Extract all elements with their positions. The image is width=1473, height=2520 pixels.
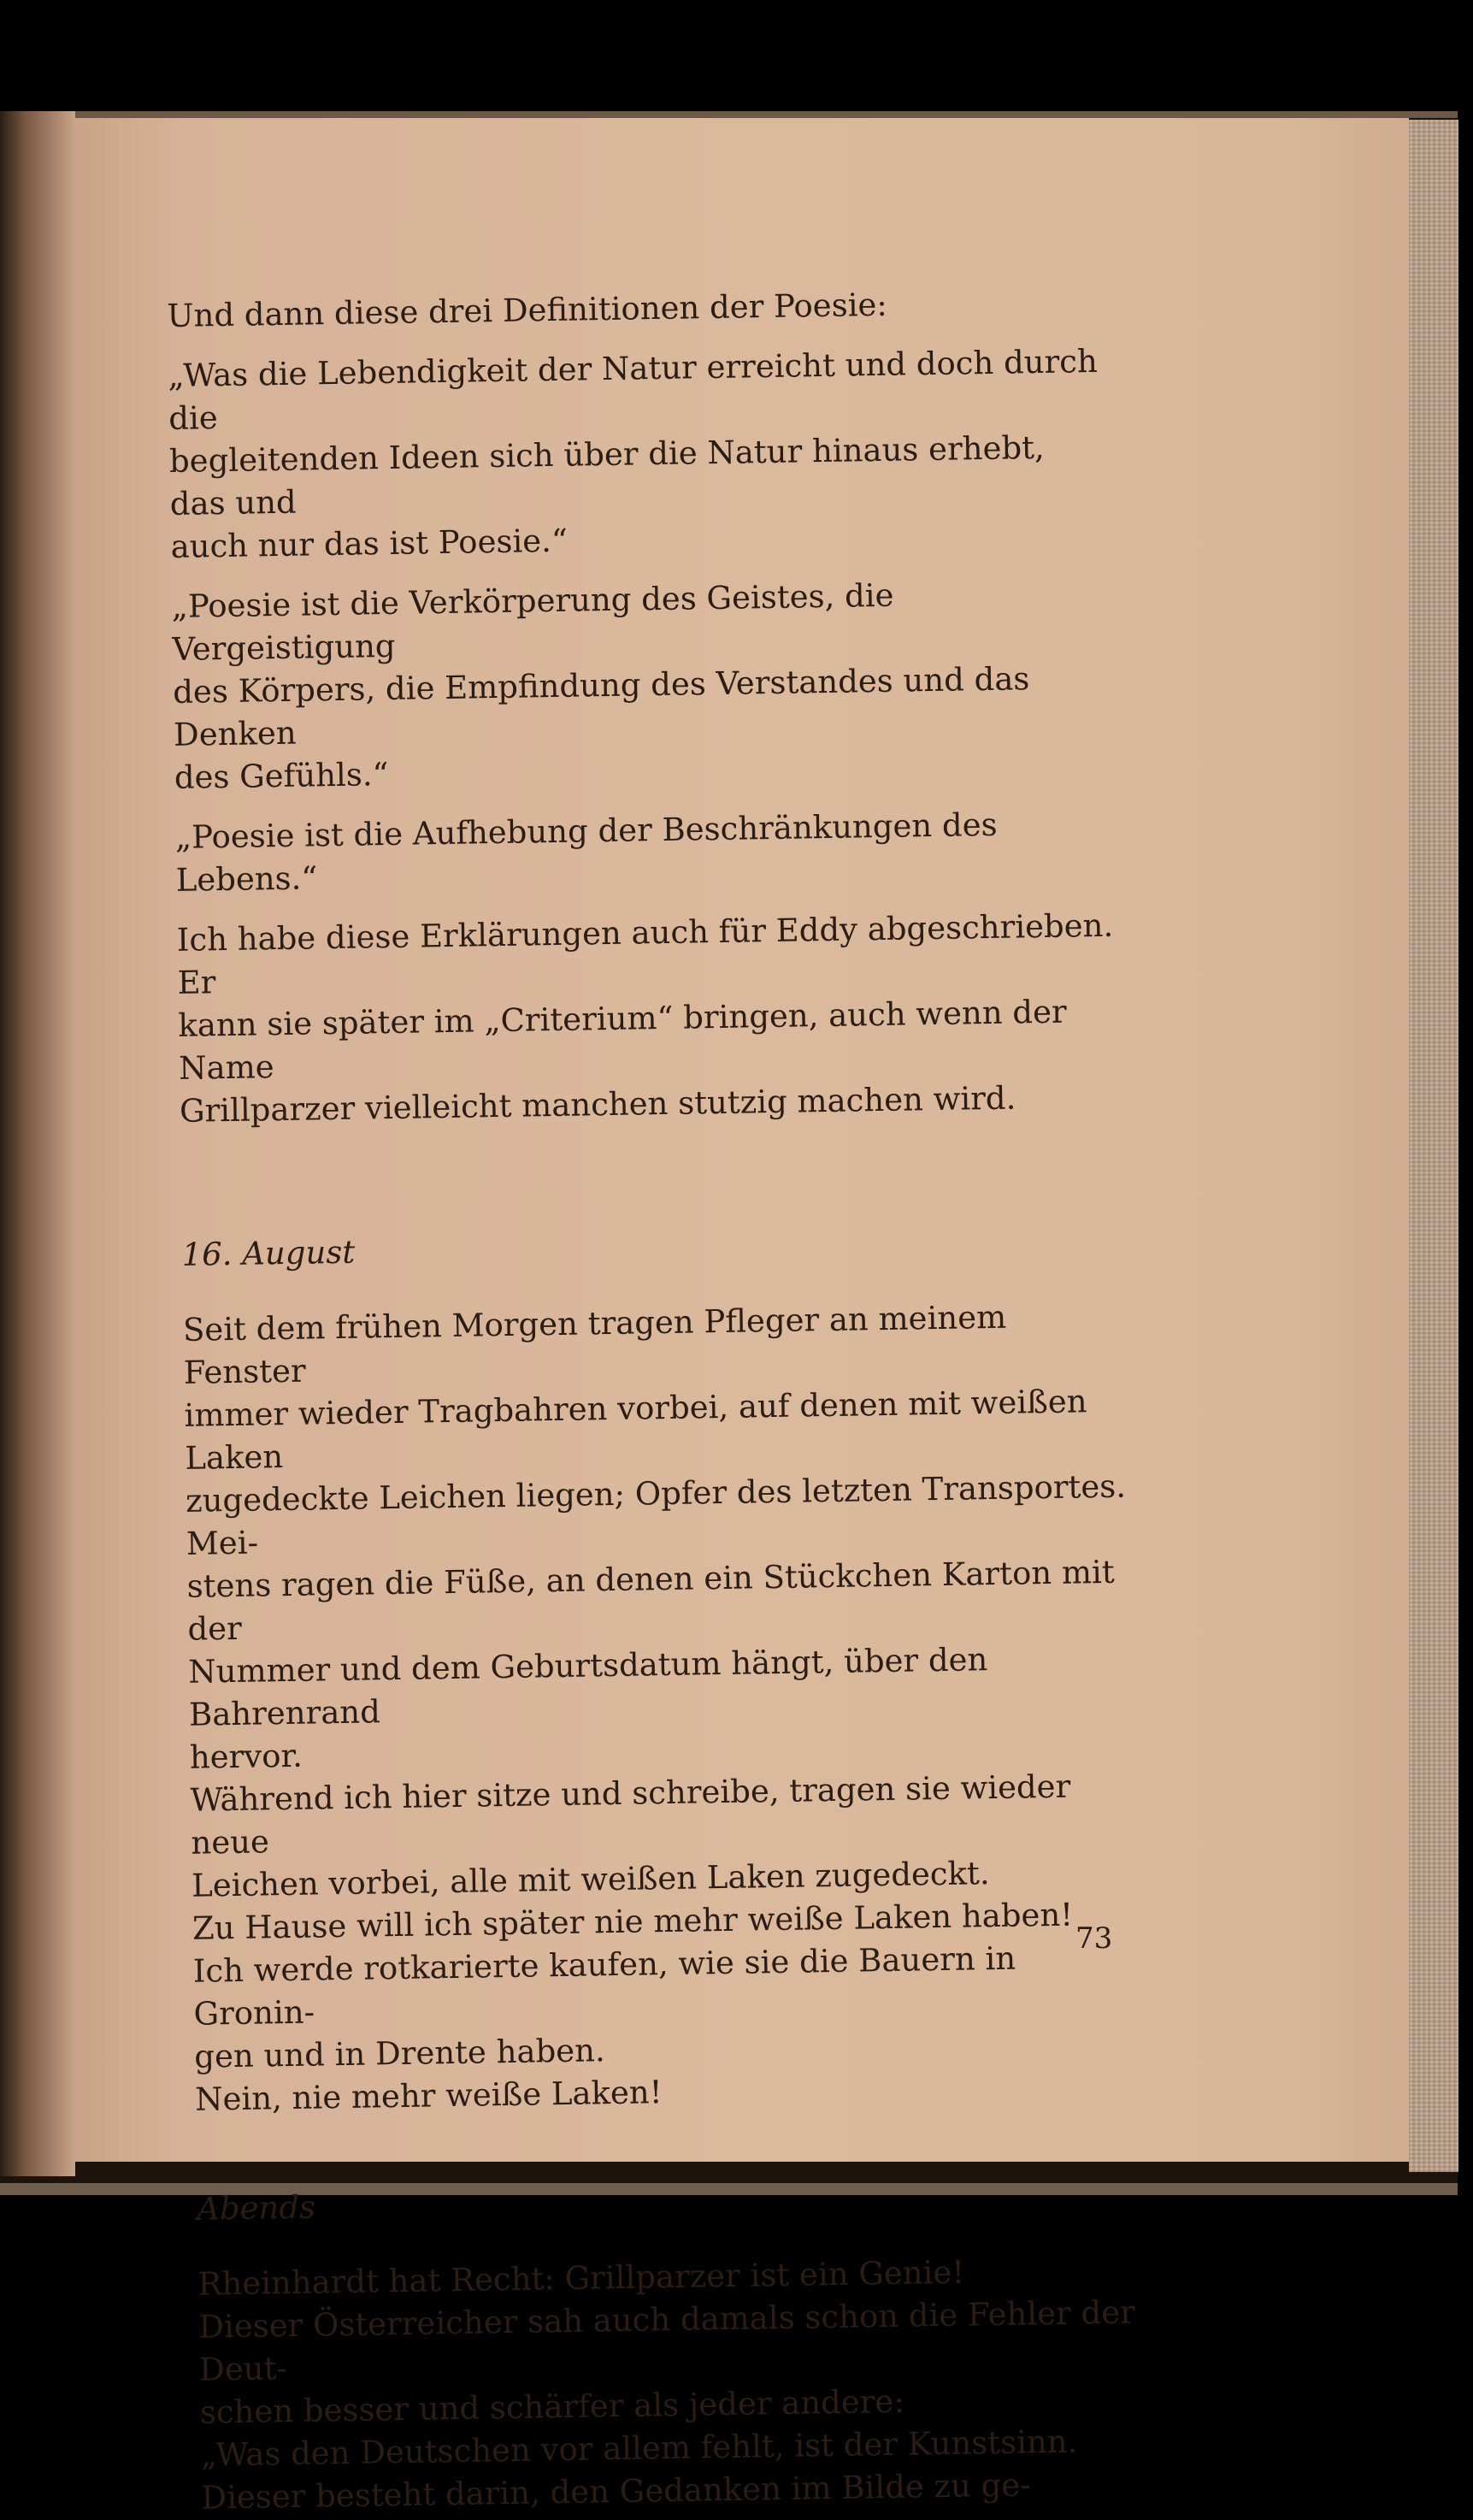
text-line: kann sie später im „Criterium“ bringen, auch wenn der Name: [178, 993, 1067, 1087]
text-line: gen und in Drente haben.: [194, 2032, 606, 2075]
text-line: Dieser Österreicher sah auch damals schon die Fehler der Deut-: [197, 2293, 1136, 2388]
text-line: Grillparzer vielleicht manchen stutzig machen wird.: [179, 1079, 1016, 1130]
text-line: schen besser und schärfer als jeder andere:: [199, 2382, 905, 2431]
quote-1: [168, 340, 1111, 569]
text-line: auch nur das ist Poesie.“: [170, 522, 569, 565]
book-gutter: [0, 111, 75, 2176]
text-line: Leichen vorbei, alle mit weißen Laken zugedeckt.: [191, 1855, 990, 1904]
text-line: Nein, nie mehr weiße Laken!: [194, 2074, 663, 2118]
text-line: begleitenden Ideen sich über die Natur hinaus erhebt, das und: [168, 428, 1046, 522]
evening-heading: Abends: [196, 2188, 316, 2228]
text-line: Dieser besteht darin, den Gedanken im Bilde zu ge-: [201, 2466, 1031, 2517]
text-line: Ich habe diese Erklärungen auch für Eddy abgeschrieben. Er: [176, 906, 1114, 1001]
text-line: immer wieder Tragbahren vorbei, auf denen mit weißen Laken: [184, 1383, 1087, 1477]
text-line: des Gefühls.“: [174, 755, 389, 796]
text-line: Seit dem frühen Morgen tragen Pfleger an meinem Fenster: [182, 1298, 1007, 1391]
page-edges: [1409, 120, 1458, 2172]
paragraph-august: [183, 1295, 1136, 2122]
text-line: zugedeckte Leichen liegen; Opfer des letzten Transportes. Mei-: [185, 1467, 1127, 1562]
text-line: „Poesie ist die Verkörperung des Geistes, die Vergeistigung: [171, 576, 894, 668]
text-line: Rheinhardt hat Recht: Grillparzer ist ein Genie!: [197, 2253, 965, 2303]
quote-3: „Poesie ist die Aufhebung der Beschränkungen des Lebens.“: [174, 806, 998, 899]
text-line: „Was die Lebendigkeit der Natur erreicht und doch durch die: [168, 342, 1099, 437]
page-number: 73: [1075, 1921, 1113, 1956]
text-line: Ich werde rotkarierte kaufen, wie sie die Bauern in Gronin-: [192, 1939, 1016, 2033]
text-line: „Was den Deutschen vor allem fehlt, ist der Kunstsinn.: [200, 2423, 1078, 2474]
paragraph-evening: [197, 2248, 1142, 2519]
text-line: Während ich hier sitze und schreibe, tragen sie wieder neue: [190, 1768, 1071, 1862]
text-line: stens ragen die Füße, an denen ein Stückchen Karton mit der: [186, 1553, 1116, 1648]
page-text: [167, 280, 1142, 2520]
text-line: Nummer und dem Geburtsdatum hängt, über den Bahrenrand: [187, 1641, 988, 1733]
quote-2: [171, 571, 1115, 800]
intro-line: Und dann diese drei Definitionen der Poesie:: [167, 286, 888, 334]
text-line: hervor.: [189, 1737, 303, 1776]
paragraph-eddy: [176, 905, 1120, 1133]
text-line: des Körpers, die Empfindung des Verstandes und das Denken: [172, 660, 1030, 753]
date-heading: 16. August: [181, 1233, 356, 1273]
text-line: Zu Hause will ich später nie mehr weiße Laken haben!: [191, 1896, 1074, 1947]
